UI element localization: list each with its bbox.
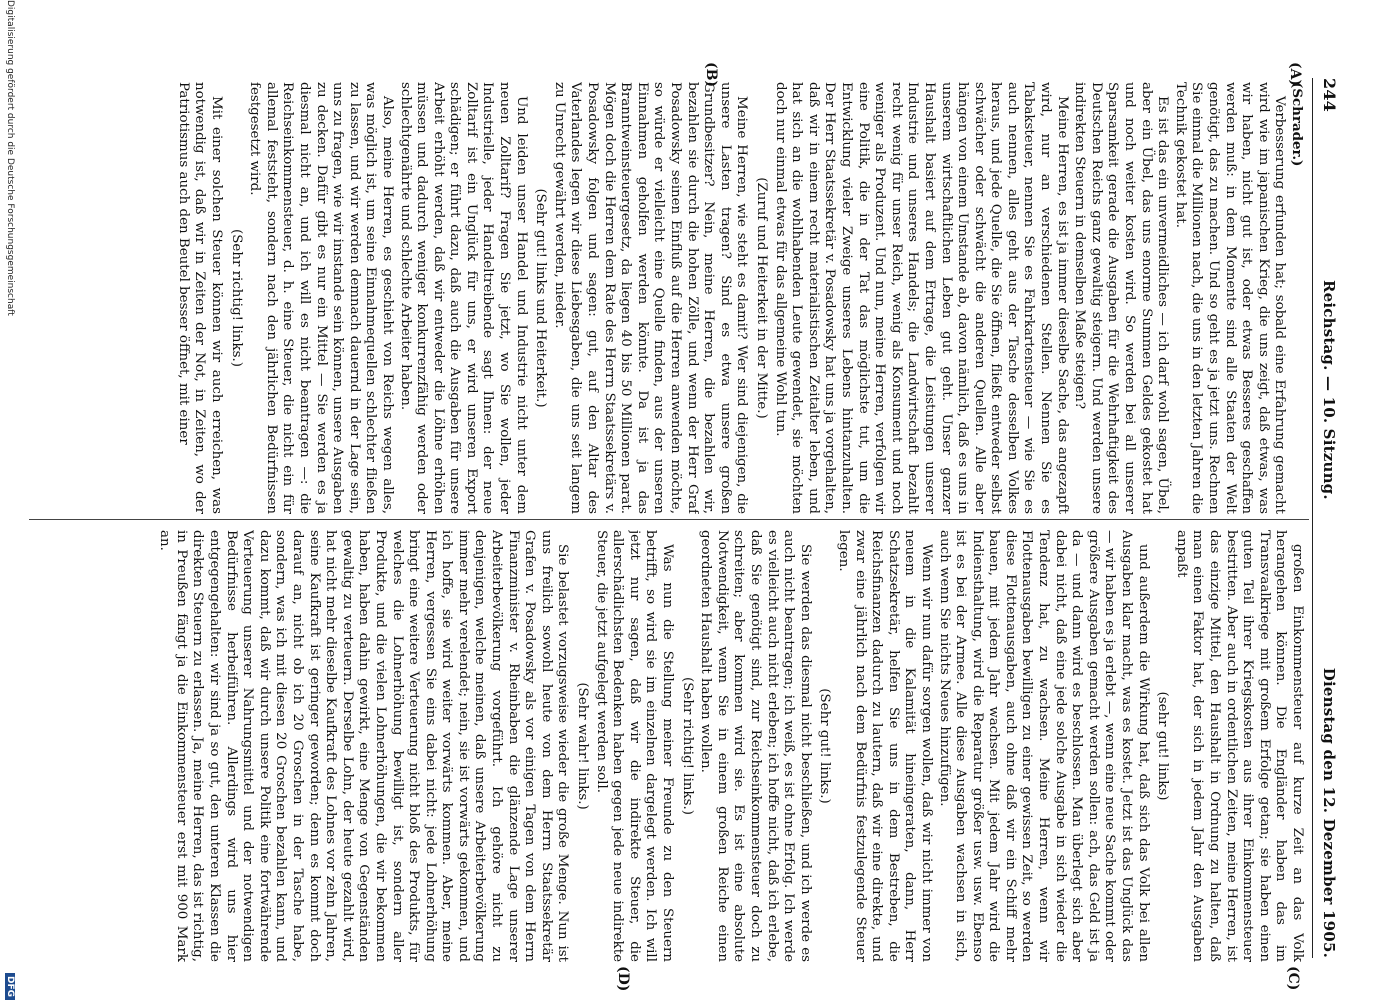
header-rule: [1312, 78, 1313, 958]
column-divider: [29, 519, 1309, 520]
right-column-paragraph: großen Einkommensteuer auf kurze Zeit an das Volk herangehen können. Die Engländer haben das im Transvaalkriege mit großem Erfolge getan; sie haben einen guten Teil ihrer Kriegskosten aus ihrer Einkommensteuer bestritten. Aber auch in ordentlichen Zeiten, meine Herren, ist das einzige Mittel, den Haushalt in Ordnung zu halten, daß man einen Faktor hat, der sich in jedem Jahr den Ausgaben anpaßt: [1173, 530, 1305, 962]
running-title: Reichstag. — 10. Sitzung.: [1320, 279, 1338, 500]
right-column-paragraph: (Sehr gut! links.): [817, 688, 833, 804]
left-column-paragraph: Meine Herren, es ist ja immer dieselbe Sache, das angezapft wird, nur an verschiedenen Stellen. Nennen Sie es Tabaksteuer, nennen Sie es Fahrkartensteuer — wie Sie es auch nennen, alles geht aus der Tasche desselben Volkes heraus, und jede Quelle, die Sie öffnen, fließt entweder selbst schwächer oder schwächt die anderen Quellen. Alle aber hängen von einem Umstande ab, davon nämlich, daß es uns in unserem wirtschaftlichen Leben gut geht. Unser ganzer Haushalt basiert auf dem Ertrage, die Leistungen unserer Industrie und unseres Handels; die Landwirtschaft bezahlt recht wenig für unser Reich, wenig als Konsument und noch weniger als Produzent. Und nun, meine Herren, verfolgen wir eine Politik, die in der Tat das möglichste tut, um die Entwicklung vieler Zweige unseres Lebens hintanzuhalten. Der Herr Staatssekretär v. Posadowsky hat uns ja vorgehalten, daß wir in einem recht materialistischen Zeitalter leben, und hat sich an die wohlhabenden Leute gewendet, sie möchten doch nur einmal etwas für das allgemeine Wohl tun.: [772, 82, 1070, 514]
digitization-footer: [3, 0, 17, 1000]
dfg-logo: DFG: [5, 973, 15, 1000]
left-text-column: [25, 82, 1305, 514]
session-date: Dienstag den 12. Dezember 1905.: [1320, 667, 1338, 958]
page-number: 244: [1320, 78, 1339, 112]
margin-mark-c: (C): [1285, 966, 1301, 991]
funding-credit: Digitalisierung gefördert durch die Deutsche Forschungsgemeinschaft: [5, 0, 15, 316]
margin-mark-a: (A): [1287, 62, 1303, 87]
left-column-paragraph: Es ist das ein unvermeidliches — ich darf wohl sagen, Übel, aber ein Übel, das uns enorme Summen Geldes gekostet hat und noch weiter kosten wird. So werden bei all unserer Sparsamkeit gerade die Ausgaben für die Wehrhaftigkeit des Deutschen Reichs ganz gewaltig steigern. Und werden unsere indirekten Steuern in demselben Maße steigen?: [1072, 82, 1171, 514]
right-column-paragraph: (Sehr wahr! links.): [575, 682, 591, 810]
left-column-paragraph: Also, meine Herren, es geschieht von Reichs wegen alles, was möglich ist, um seine Einnahmequellen schlechter fließen zu lassen, und wir werden demnach dauernd in der Lage sein, uns zu fragen, wie wir imstande sein können, unsere Ausgaben zu decken. Dafür gibt es nur ein Mittel — Sie werden es ja diesmal nicht an, und ich will es nicht beantragen —: die Reichseinkommensteuer, d. h. eine Steuer, die nicht ein für allemal feststeht, sondern nach den jährlichen Bedürfnissen festgesetzt wird.: [247, 82, 395, 514]
right-column-paragraph: Sie belastet vorzugsweise wieder die große Menge. Nun ist uns freilich sowohl heute von dem Herrn Staatssekretär Grafen v. Posadowsky als vor einigen Tagen von dem Herrn Finanzminister v. Rheinbaben die glänzende Lage unserer Arbeiterbevölkerung vorgeführt. Ich gehöre nicht zu denjenigen, welche meinen, daß unsere Arbeiterbevölkerung immer mehr verelendet; nein, sie ist vorwärts gekommen, und ich hoffe, sie wird weiter vorwärts kommen. Aber, meine Herren, vergessen Sie eins dabei nicht: jede Lohnerhöhung bringt eine weitere Verteuerung nicht bloß des Produkts, für welches die Lohnerhöhung bewilligt ist, sondern aller Produkte, und die vielen Lohnerhöhungen, die wir bekommen haben, haben dahin gewirkt, eine Menge von Gegenständen gewaltig zu verteuern. Derselbe Lohn, der heute gezahlt wird, hat nicht mehr dieselbe Kaufkraft des Lohnes vor zehn Jahren, seine Kaufkraft ist geringer geworden; denn es kommt doch darauf an, nicht ob ich 20 Groschen in der Tasche habe, sondern, was ich mit diesen 20 Groschen bezahlen kann, und dazu kommt, daß wir durch unsere Politik eine fortwährende Verteuerung unserer Nahrungsmittel und der notwendigen Bedürfnisse herbeiführen. Allerdings wird uns hier entgegengehalten: wir sind ja so gut, den unteren Klassen die direkten Steuern zu erlassen. Ja, meine Herren, das ist richtig, in Preußen fängt ja die Einkommensteuer erst mit 900 Mark an.: [157, 530, 571, 962]
right-column-paragraph: (sehr gut! links): [1155, 691, 1171, 801]
right-text-column: [25, 530, 1305, 962]
right-column-paragraph: und außerdem die Wirkung hat, daß sich das Volk bei allen Ausgaben klar macht, was es kostet. Jetzt ist das Unglück das — wir haben es ja erlebt —, wenn eine neue Sache kommt oder größere Ausgaben gemacht werden sollen: ach, das Geld ist ja da — und dann wird es beschlossen. Man überlegt sich aber dabei nicht, daß eine jede solche Ausgabe in sich wieder die Tendenz hat, zu wachsen. Meine Herren, wenn wir Flottenausgaben bewilligen zu einer gewissen Zeit, so werden diese Flottenausgaben, auch ohne daß wir ein Schiff mehr bauen, mit jedem Jahr wachsen. Mit jedem Jahr wird die Indiensthaltung, wird die Reparatur größer usw. usw. Ebenso ist es bei der Armee. Alle diese Ausgaben wachsen in sich, auch wenn Sie nichts Neues hinzufügen.: [936, 530, 1151, 962]
left-column-paragraph: (Sehr richtig! links.): [228, 229, 244, 367]
right-column-paragraph: Wenn wir nun dafür sorgen wollen, daß wir nicht immer von neuem in die Kalamität hineingeraten, dann, Herr Schatzsekretär, helfen Sie uns in dem Bestreben, die Reichsfinanzen dadurch zu lautern, daß wir eine direkte, und zwar eine jährlich nach dem Bedürfnis festzulegende Steuer legen.: [835, 530, 934, 962]
left-column-paragraph: Und leiden unser Handel und Industrie nicht unter dem neuen Zolltarif? Fragen Sie jetzt, wo Sie wollen, jeder Industrielle, jeder Handeltreibende sagt Ihnen: der neue Zolltarif ist ein Unglück für uns, er wird unseren Export schädigen; er führt dazu, daß auch die Ausgaben für unsere Arbeit erhöht werden, daß wir entweder die Löhne erhöhen müssen und dadurch weniger konkurrenzfähig werden oder schlechtgenährte und schlechte Arbeiter haben.: [397, 82, 529, 514]
margin-mark-d: (D): [615, 966, 631, 992]
right-column-paragraph: (Sehr richtig! links.): [679, 677, 695, 815]
left-column-paragraph: (Zuruf und Heiterkeit in der Mitte.): [754, 177, 769, 419]
margin-mark-b: (B): [703, 62, 719, 88]
right-column-paragraph: Sie werden das diesmal nicht beschließen, und ich werde es auch nicht beantragen; ich weiß, es ist ohne Erfolg. Ich werde es vielleicht auch nicht erleben; ich hoffe nicht, daß ich erlebe, daß Sie genötigt sind, zur Reichseinkommensteuer doch zu schreiten; aber kommen wird sie. Es ist eine absolute Notwendigkeit, wenn Sie in einem großen Reiche einen geordneten Haushalt haben wollen.: [698, 530, 813, 962]
speaker-name: (Schrader.): [1289, 82, 1305, 167]
left-column-paragraph: Meine Herren, wie steht es damit? Wer sind diejenigen, die unsere Lasten tragen? Sind es etwa unsere großen Grundbesitzer? Nein, meine Herren, die bezahlen wir, bezahlen sie durch die hohen Zölle, und wenn der Herr Graf Posadowsky seinen Einfluß auf die Herren anwenden möchte, so würde er vielleicht eine Quelle finden, aus der unseren Einnahmen geholfen werden könnte. Da ist ja das Branntweinsteuergesetz, da liegen 40 bis 50 Millionen parat. Mögen doch die Herren dem Rate des Herrn Staatssekretärs v. Posadowsky folgen und sagen: gut, auf den Altar des Vaterlandes legen wir diese Liebesgaben, die uns seit langem zu Unrecht gewährt werden, nieder.: [551, 82, 750, 514]
running-header: [1315, 78, 1339, 958]
left-column-paragraph: Mit einer solchen Steuer können wir auch erreichen, was notwendig ist, daß wir in Zeiten der Not, in Zeiten, wo der Patriotismus auch den Beutel besser öffnet, mit einer: [175, 82, 224, 514]
left-column-paragraph: Verbesserung erfunden hat; sobald eine Erfahrung gemacht wird wie im japanischen Krieg, die uns zeigt, daß etwas, was wir haben, nicht gut ist, oder etwas Besseres geschaffen werden muß: in dem Momente sind alle Staaten der Welt genötigt, das zu machen. Und so geht es ja jetzt uns. Rechnen Sie einmal die Millionen nach, die uns in den letzten Jahren die Technik gekostet hat.: [1172, 82, 1288, 514]
right-column-paragraph: Was nun die Stellung meiner Freunde zu den Steuern betrifft, so wird sie im einzelnen dargelegt werden. Ich will jetzt nur sagen, daß wir die indirekte Steuer, die allerschädlichsten Bedenken haben gegen jede neue indirekte Steuer, die jetzt aufgelegt werden soll.: [593, 530, 676, 962]
left-column-paragraph: (Sehr gut! links und Heiterkeit.): [533, 188, 549, 408]
